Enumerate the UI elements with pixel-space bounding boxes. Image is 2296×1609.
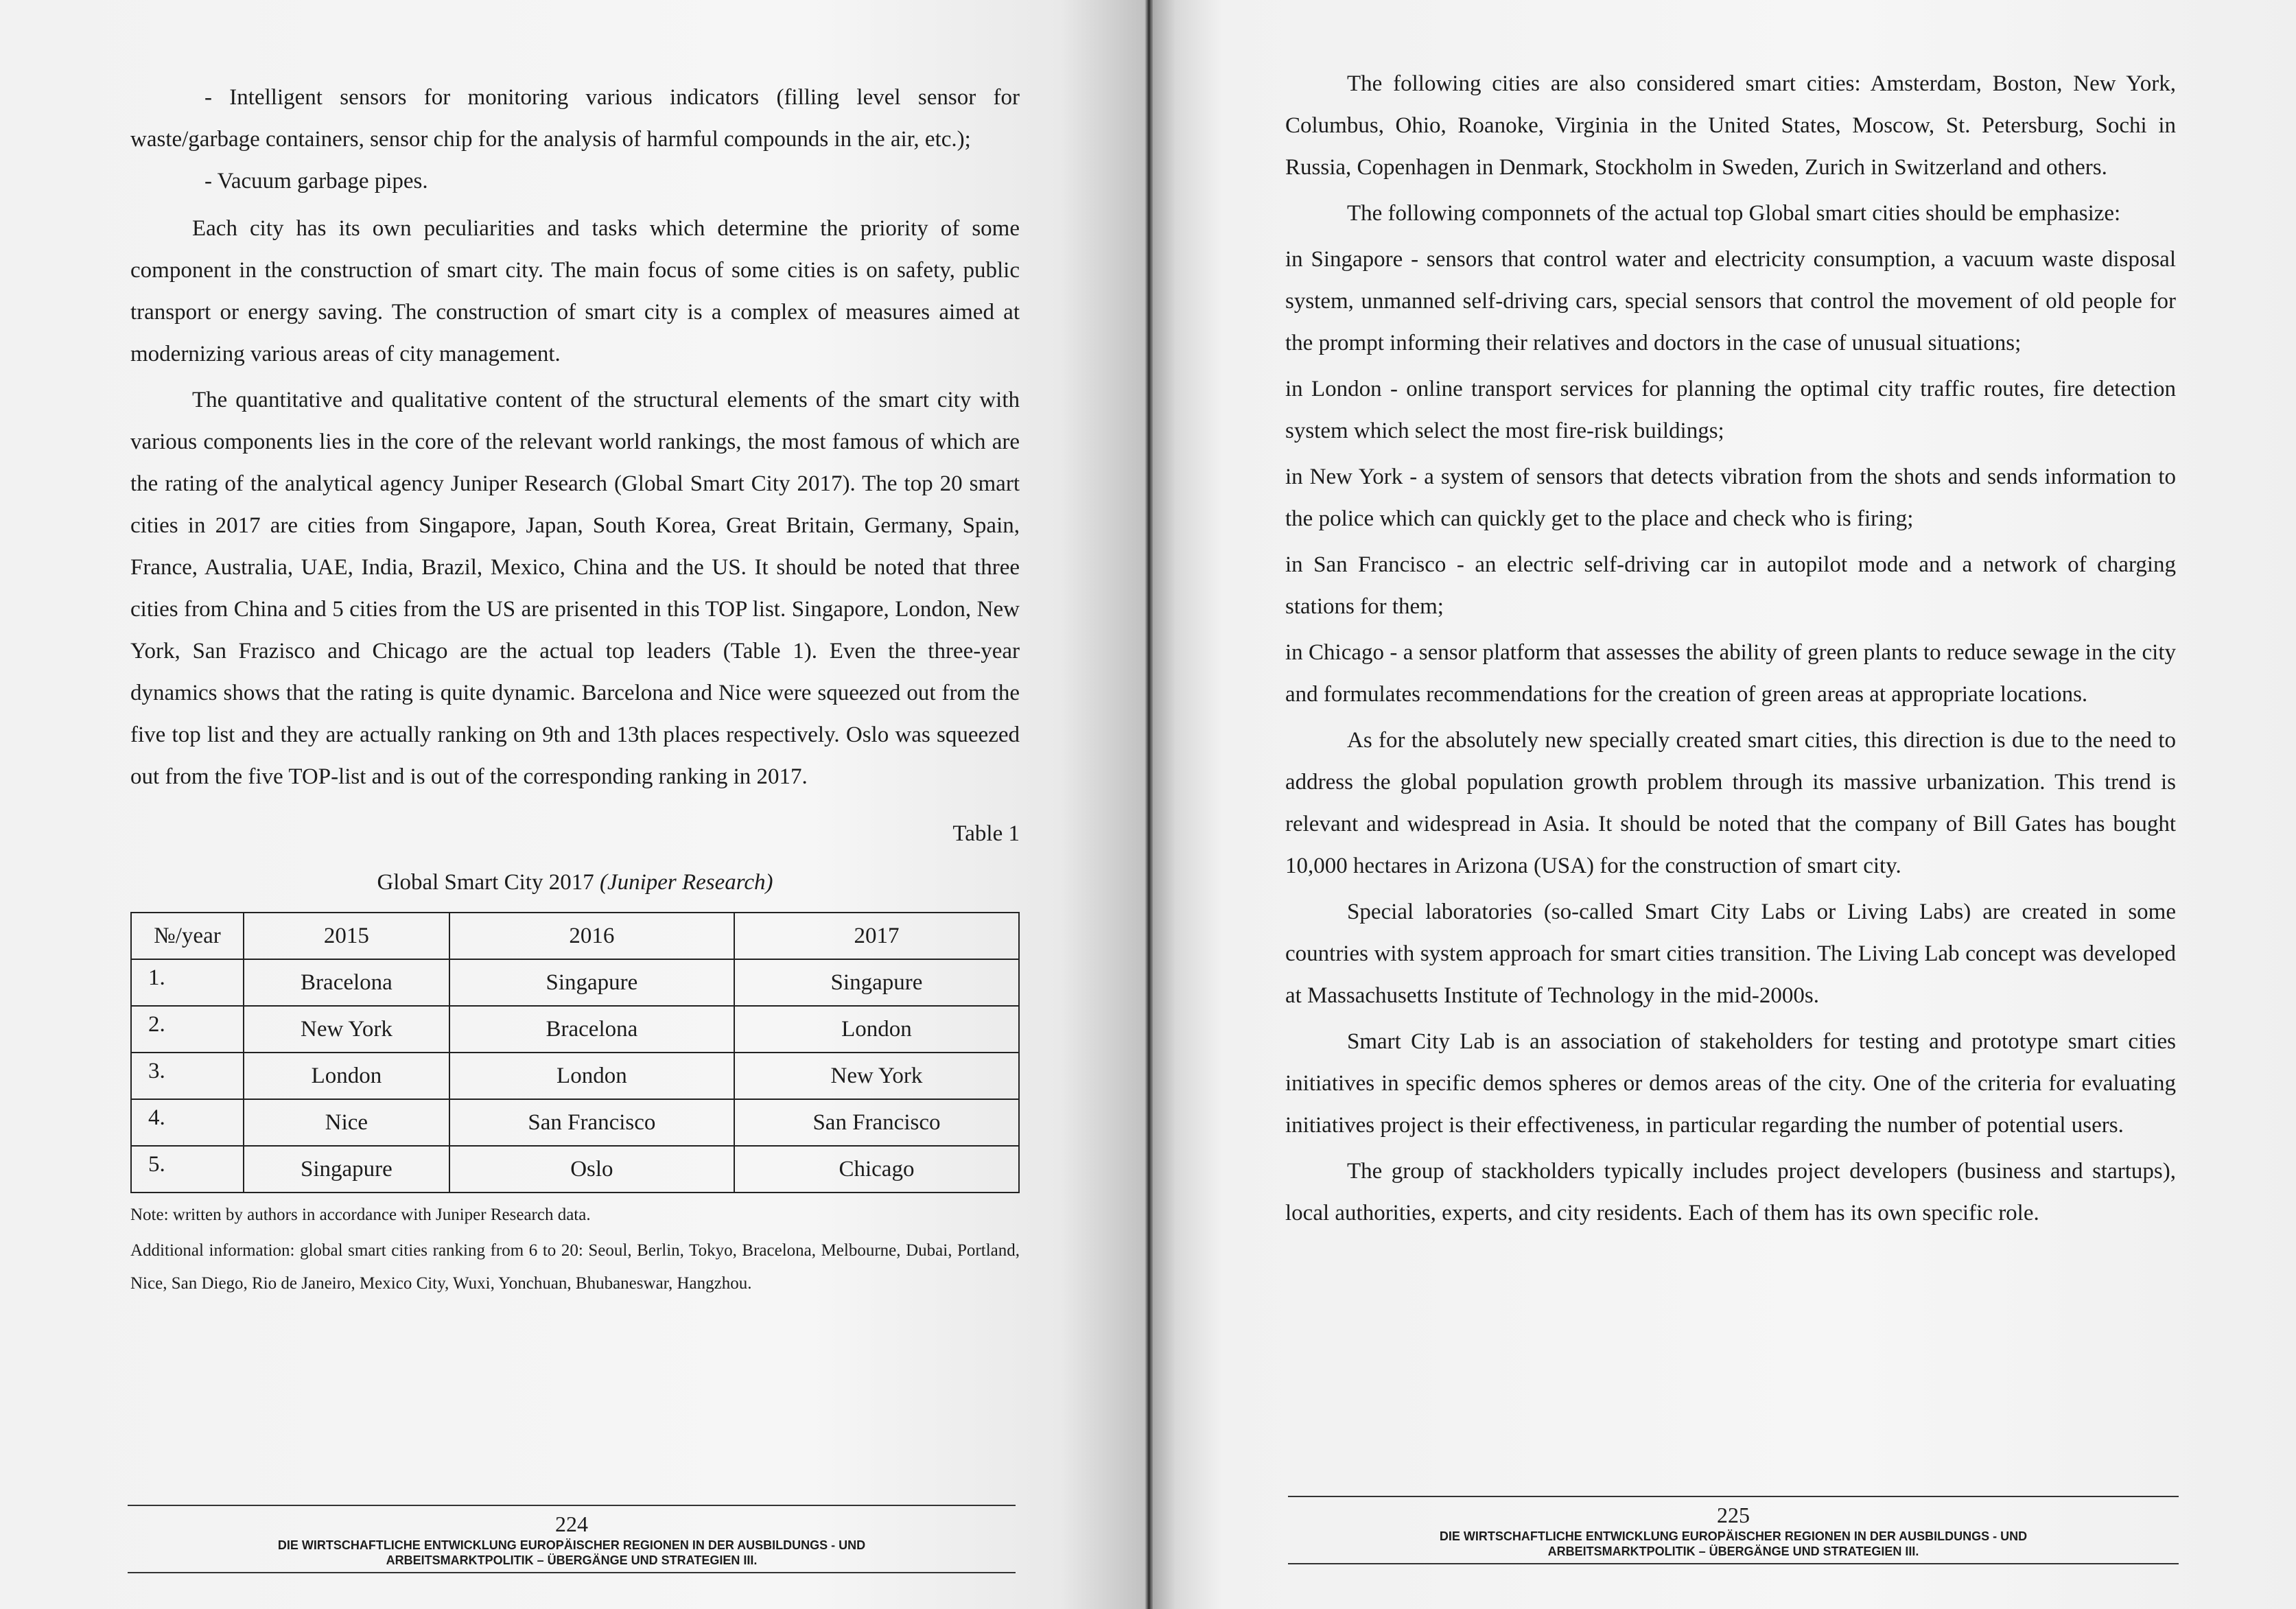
ranking-table [130,912,1020,1193]
paragraph: in New York - a system of sensors that detects vibration from the shots and sends information to the police which can quickly get to the place and check who is firing; [1285,465,2176,531]
table-row [131,1146,1019,1193]
table-rank-cell: 3. [131,1053,244,1099]
table-note: Note: written by authors in accordance with Juniper Research data. [130,1206,591,1224]
table-row [131,959,1019,1006]
footer-title-line: ARBEITSMARKTPOLITIK – ÜBERGÄNGE UND STRATEGIEN III. [1547,1545,1919,1558]
table-city-cell: San Francisco [734,1099,1019,1146]
table-rank-cell: 4. [131,1099,244,1146]
table-city-cell: San Francisco [449,1099,734,1146]
paragraph: Each city has its own peculiarities and tasks which determine the priority of some component in the construction of smart city. The main focus of some cities is on safety, public transport or energy saving. The construction of smart city is a complex of measures aimed at modernizing various areas of city management. [130,216,1020,366]
footer-rule [1288,1496,2179,1497]
table-caption-text: Global Smart City 2017 [377,870,594,895]
table-city-cell: New York [734,1053,1019,1099]
paragraph: The following componnets of the actual top Global smart cities should be emphasize: [1347,201,2121,226]
table-city-cell: Nice [244,1099,449,1146]
paragraph: in Singapore - sensors that control water and electricity consumption, a vacuum waste disposal system, unmanned self-driving cars, special sensors that control the movement of old people for the prompt informing their relatives and doctors in the case of unusual situations; [1285,247,2176,355]
table-label: Table 1 [952,821,1020,846]
table-city-cell: London [244,1053,449,1099]
footer-title-line: DIE WIRTSCHAFTLICHE ENTWICKLUNG EUROPÄISCHER REGIONEN IN DER AUSBILDUNGS - UND [277,1538,866,1552]
table-rank-cell: 5. [131,1146,244,1193]
table-rank-cell: 1. [131,959,244,1006]
bullet-item: - Vacuum garbage pipes. [204,169,428,193]
left-page-footer [128,1505,1016,1573]
table-city-cell: London [449,1053,734,1099]
paragraph: The group of stackholders typically includes project developers (business and startups), local authorities, experts, and city residents. Each of them has its own specific role. [1285,1159,2176,1225]
page-number: 224 [555,1512,588,1536]
table-header-cell: №/year [131,913,244,959]
footer-title-line: DIE WIRTSCHAFTLICHE ENTWICKLUNG EUROPÄISCHER REGIONEN IN DER AUSBILDUNGS - UND [1439,1529,2028,1543]
paragraph: in Chicago - a sensor platform that assesses the ability of green plants to reduce sewage in the city and formulates recommendations for the creation of green areas at appropriate locations. [1285,640,2176,707]
page-number: 225 [1717,1503,1750,1527]
paragraph: The following cities are also considered smart cities: Amsterdam, Boston, New York, Columbus, Ohio, Roanoke, Virginia in the United States, Moscow, St. Petersburg, Sochi in Russia, Copenhagen in Denmark, Stockholm in Sweden, Zurich in Switzerland and others. [1285,71,2176,180]
table-header-cell: 2015 [244,913,449,959]
table-city-cell: Singapure [244,1146,449,1193]
bullet-item: - Intelligent sensors for monitoring various indicators (filling level sensor for waste/garbage containers, sensor chip for the analysis of harmful compounds in the air, etc.); [130,85,1020,152]
table-caption [130,862,1020,904]
paragraph: The quantitative and qualitative content of the structural elements of the smart city with various components lies in the core of the relevant world rankings, the most famous of which are the rating of the analytical agency Juniper Research (Global Smart City 2017). The top 20 smart cities in 2017 are cities from Singapore, Japan, South Korea, Great Britain, Germany, Spain, France, Australia, UAE, India, Brazil, Mexico, China and the US. It should be noted that three cities from China and 5 cities from the US are prisented in this TOP list. Singapore, London, New York, San Frazisco and Chicago are the actual top leaders (Table 1). Even the three-year dynamics shows that the rating is quite dynamic. Barcelona and Nice were squeezed out from the five top list and they are actually ranking on 9th and 13th places respectively. Oslo was squeezed out from the five TOP-list and is out of the corresponding ranking in 2017. [130,388,1020,789]
table-city-cell: Singapure [734,959,1019,1006]
table-header-cell: 2017 [734,913,1019,959]
left-page-body [130,77,1020,1300]
paragraph: As for the absolutely new specially created smart cities, this direction is due to the need to address the global population growth problem through its massive urbanization. This trend is relevant and widespread in Asia. It should be noted that the company of Bill Gates has bought 10,000 hectares in Arizona (USA) for the construction of smart city. [1285,728,2176,878]
table-city-cell: Singapure [449,959,734,1006]
footer-rule [1288,1563,2179,1564]
table-header-row [131,913,1019,959]
table-row [131,1006,1019,1053]
additional-info: Additional information: global smart cities ranking from 6 to 20: Seoul, Berlin, Tokyo, Bracelona, Melbourne, Dubai, Portland, Nice, San Diego, Rio de Janeiro, Mexico City, Wuxi, Yonchuan, Bhubaneswar, Hangzhou. [130,1241,1020,1293]
table-city-cell: Chicago [734,1146,1019,1193]
table-header-cell: 2016 [449,913,734,959]
paragraph: Special laboratories (so-called Smart City Labs or Living Labs) are created in some countries with system approach for smart cities transition. The Living Lab concept was developed at Massachusetts Institute of Technology in the mid-2000s. [1285,900,2176,1008]
table-city-cell: Bracelona [449,1006,734,1053]
paragraph: in San Francisco - an electric self-driving car in autopilot mode and a network of charging stations for them; [1285,552,2176,619]
table-city-cell: New York [244,1006,449,1053]
table-row [131,1099,1019,1146]
right-page-body [1285,63,2176,1238]
footer-rule [128,1572,1016,1573]
table-row [131,1053,1019,1099]
paragraph: Smart City Lab is an association of stakeholders for testing and prototype smart cities initiatives in specific demos spheres or demos areas of the city. One of the criteria for evaluating initiatives project is their effectiveness, in particular regarding the number of potential users. [1285,1029,2176,1138]
footer-rule [128,1505,1016,1506]
table-rank-cell: 2. [131,1006,244,1053]
table-city-cell: London [734,1006,1019,1053]
table-city-cell: Oslo [449,1146,734,1193]
table-caption-source: (Juniper Research) [599,870,773,895]
table-city-cell: Bracelona [244,959,449,1006]
right-page-footer [1288,1496,2179,1564]
paragraph: in London - online transport services for planning the optimal city traffic routes, fire detection system which select the most fire-risk buildings; [1285,377,2176,443]
footer-title-line: ARBEITSMARKTPOLITIK – ÜBERGÄNGE UND STRATEGIEN III. [386,1553,758,1567]
